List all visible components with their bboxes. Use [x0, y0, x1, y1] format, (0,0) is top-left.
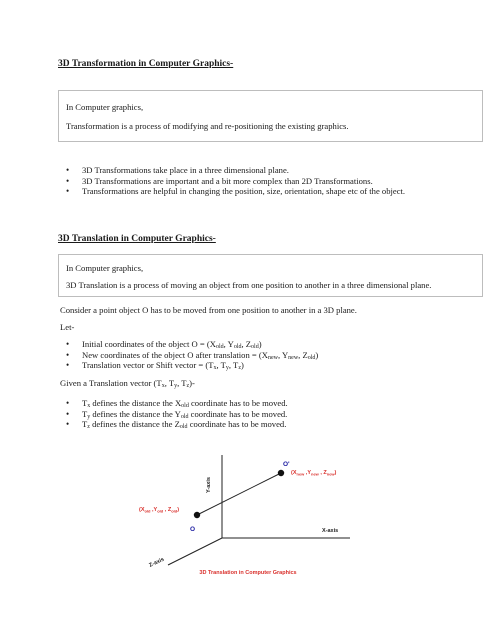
- list-item: • $T_x$ defines the distance the $X_{old}$ coordinate has to be moved.: [66, 398, 466, 409]
- section-title-3d-translation: 3D Translation in Computer Graphics-: [58, 234, 216, 244]
- transformation-bullet-list: [66, 165, 438, 197]
- list-item: • New coordinates of the object O after translation = ($X_{new}$, $Y_{new}$, $Z_{old}$): [66, 350, 466, 361]
- box-definition-text: Transformation is a process of modifying and re-positioning the existing graphics.: [66, 121, 349, 131]
- z-axis-label: Z-axis: [148, 556, 166, 569]
- section-title-3d-transformation: 3D Transformation in Computer Graphics-: [58, 59, 234, 69]
- consider-text: Consider a point object O has to be moved from one position to another in a 3D plane.: [60, 305, 357, 315]
- translation-vector-bullet-list: [66, 398, 466, 430]
- definition-box-translation: [58, 254, 483, 297]
- point-o-new: [278, 470, 284, 476]
- z-axis-line: [168, 538, 222, 565]
- new-coordinate-label: ($X_{new}$ $,Y_{new}$ , $Z_{new}$): [291, 470, 337, 477]
- coordinates-bullet-list: [66, 339, 466, 371]
- point-o-prime-label: O': [283, 461, 290, 468]
- definition-box-transformation: [58, 90, 483, 142]
- box-intro-text: In Computer graphics,: [66, 263, 144, 273]
- box-intro-text: In Computer graphics,: [66, 102, 144, 112]
- list-item: • Translation vector or Shift vector = ($T_x$, $T_y$, $T_z$): [66, 360, 466, 371]
- old-coordinate-label: ($X_{old}$ $,Y_{old}$ , $Z_{old}$): [139, 507, 180, 514]
- let-label: Let-: [60, 322, 75, 332]
- list-item: • 3D Transformations are important and a bit more complex than 2D Transformations.: [66, 176, 438, 187]
- box-definition-text: 3D Translation is a process of moving an object from one position to another in a three dimensional plane.: [66, 280, 432, 290]
- list-item: • Initial coordinates of the object $O = (X_{old}$, $Y_{old}$, $Z_{old}$): [66, 339, 466, 350]
- point-o-old: [194, 512, 200, 518]
- y-axis-label: Y-axis: [206, 477, 212, 493]
- x-axis-label: X-axis: [322, 528, 339, 534]
- point-o-label: O: [190, 526, 196, 533]
- list-item: • $T_z$ defines the distance the $Z_{old}$ coordinate has to be moved.: [66, 419, 466, 430]
- list-item: • Transformations are helpful in changing the position, size, orientation, shape etc of the object.: [66, 186, 438, 197]
- list-item: • 3D Transformations take place in a three dimensional plane.: [66, 165, 438, 176]
- given-text: Given a Translation vector ($T_x$, $T_y$, $T_z)-$: [60, 378, 195, 389]
- list-item: • $T_y$ defines the distance the $Y_{old}$ coordinate has to be moved.: [66, 409, 466, 420]
- diagram-caption: 3D Translation in Computer Graphics: [199, 570, 297, 576]
- translation-diagram: [0, 440, 495, 590]
